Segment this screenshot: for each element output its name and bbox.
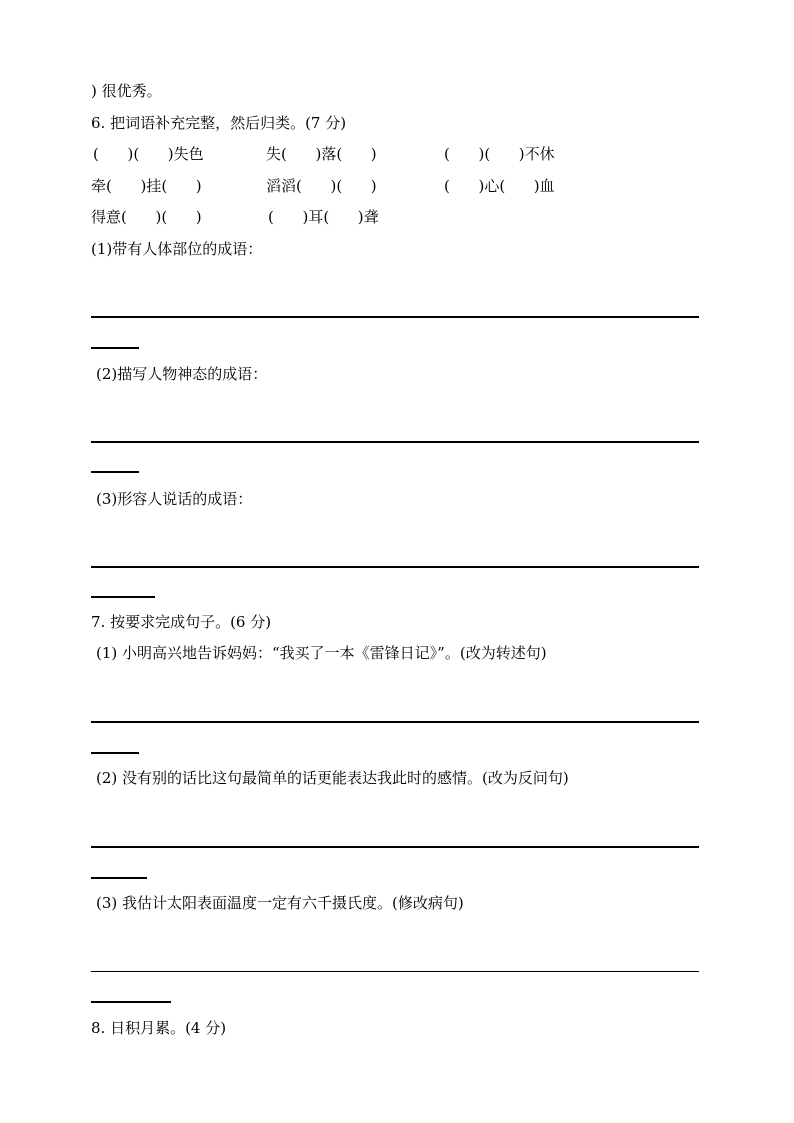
answer-line[interactable] xyxy=(91,316,699,318)
subquestion-7-3: (3) 我估计太阳表面温度一定有六千摄氏度。(修改病句) xyxy=(96,894,464,912)
subquestion-6-3: (3)形容人说话的成语： xyxy=(96,490,253,508)
answer-line-tail[interactable] xyxy=(91,347,139,349)
answer-line-tail[interactable] xyxy=(91,471,139,473)
question-8-title: 8. 日积月累。(4 分) xyxy=(91,1019,227,1037)
idiom-blank-r1c3: ( )( )不休 xyxy=(444,145,555,163)
answer-line[interactable] xyxy=(91,846,699,848)
idiom-blank-r3c2: ( )耳( )聋 xyxy=(268,208,379,226)
idiom-blank-r2c1: 牵( )挂( ) xyxy=(91,177,202,195)
answer-line[interactable] xyxy=(91,971,699,972)
answer-line-tail[interactable] xyxy=(91,877,147,879)
answer-line-tail[interactable] xyxy=(91,596,155,598)
idiom-blank-r1c2: 失( )落( ) xyxy=(266,145,377,163)
text-line-continuation: ) 很优秀。 xyxy=(91,82,162,100)
question-7-title: 7. 按要求完成句子。(6 分) xyxy=(91,613,272,631)
subquestion-6-1: (1)带有人体部位的成语： xyxy=(91,240,263,258)
answer-line-tail[interactable] xyxy=(91,752,139,754)
answer-line[interactable] xyxy=(91,721,699,723)
subquestion-6-2: (2)描写人物神态的成语： xyxy=(96,365,268,383)
answer-line[interactable] xyxy=(91,441,699,443)
idiom-blank-r1c1: ( )( )失色 xyxy=(93,145,204,163)
answer-line-tail[interactable] xyxy=(91,1001,171,1003)
answer-line[interactable] xyxy=(91,566,699,568)
subquestion-7-1: (1) 小明高兴地告诉妈妈：“我买了一本《雷锋日记》”。(改为转述句) xyxy=(96,644,547,662)
idiom-blank-r3c1: 得意( )( ) xyxy=(91,208,202,226)
question-6-title: 6. 把词语补充完整，然后归类。(7 分) xyxy=(91,114,347,132)
idiom-blank-r2c2: 滔滔( )( ) xyxy=(266,177,377,195)
subquestion-7-2: (2) 没有别的话比这句最简单的话更能表达我此时的感情。(改为反问句) xyxy=(96,769,569,787)
idiom-blank-r2c3: ( )心( )血 xyxy=(444,177,555,195)
